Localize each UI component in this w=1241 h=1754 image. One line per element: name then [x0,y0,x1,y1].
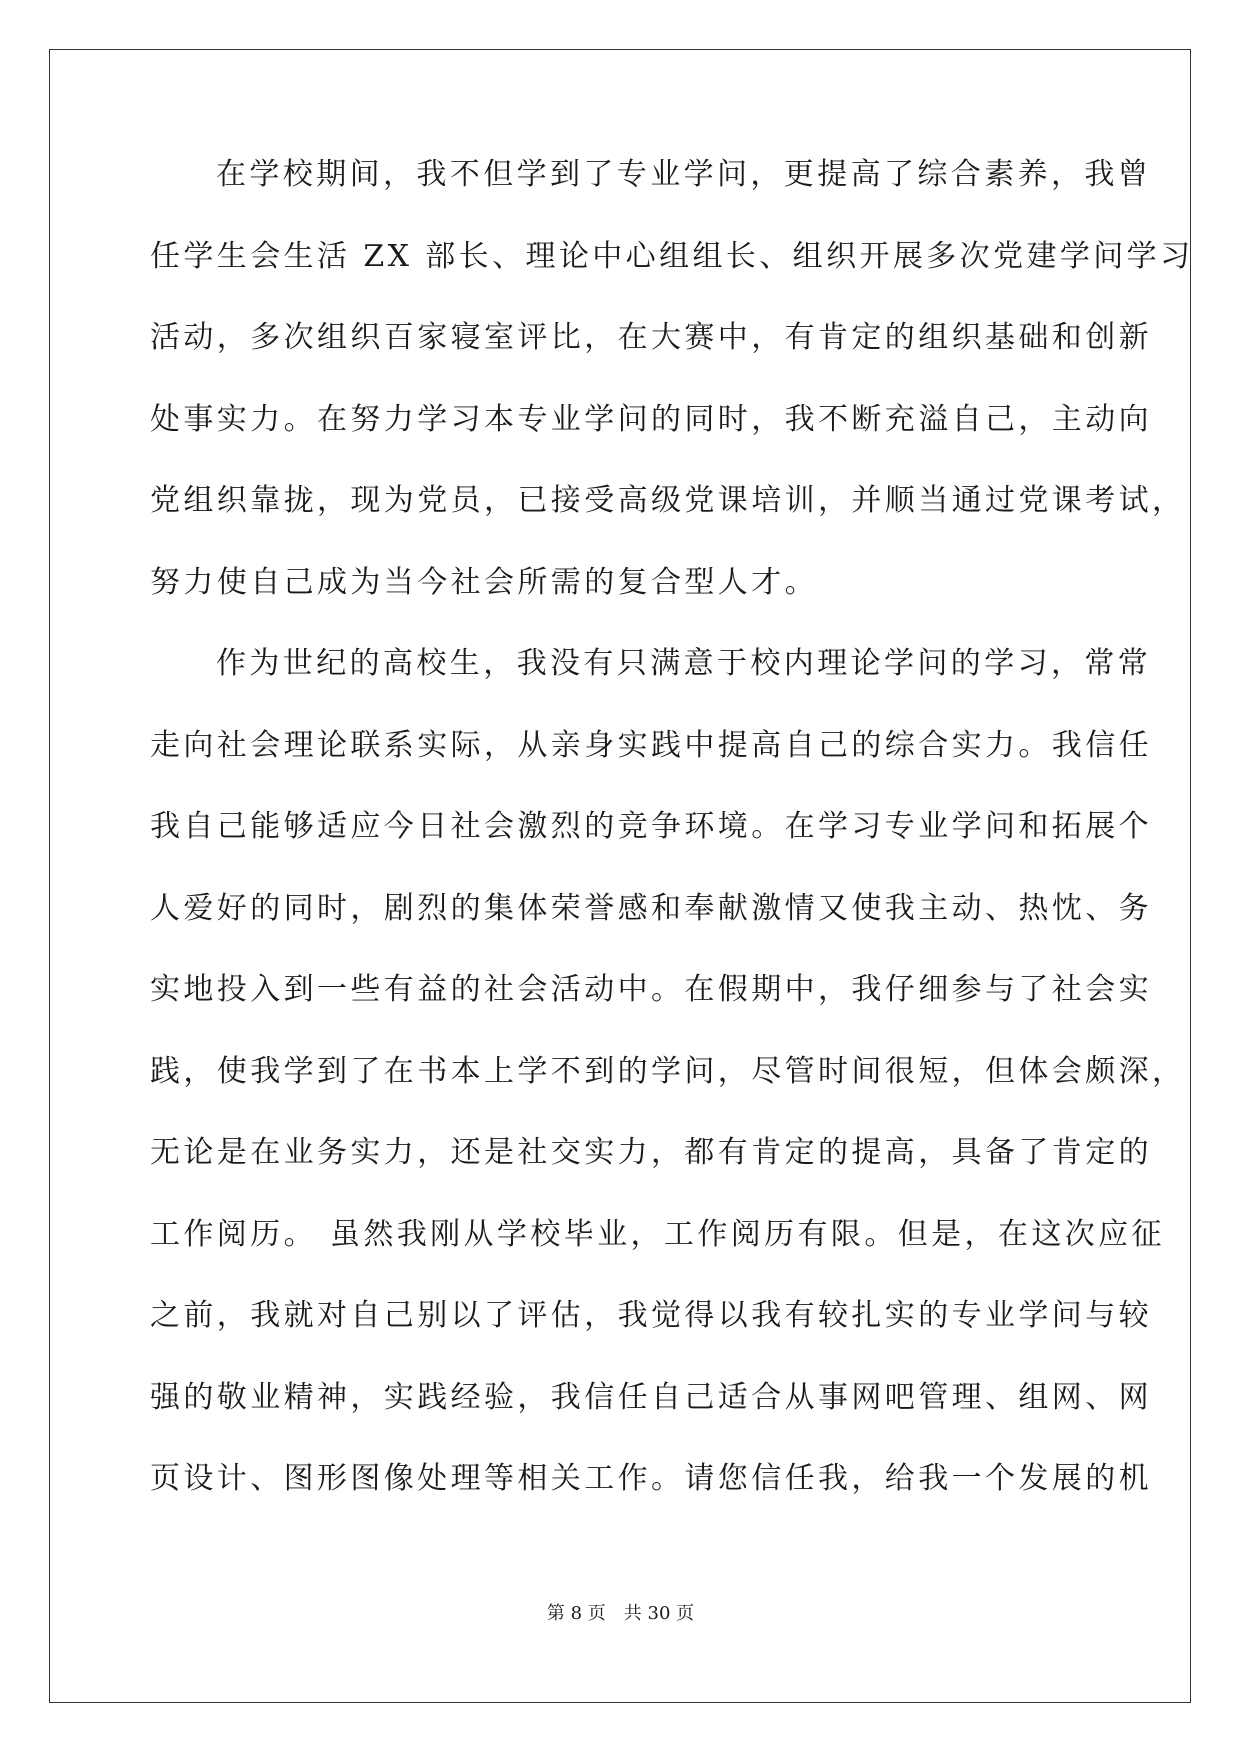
paragraph-1-line-6: 努力使自己成为当今社会所需的复合型人才。 [150,564,818,600]
paragraph-2-line-3: 我自己能够适应今日社会激烈的竞争环境。在学习专业学问和拓展个 [150,809,1152,844]
paragraph-1-line-1: 在学校期间，我不但学到了专业学问，更提高了综合素养，我曾 [216,157,1152,192]
document-body [150,157,1194,1546]
paragraph-2-line-5: 实地投入到一些有益的社会活动中。在假期中，我仔细参与了社会实 [150,972,1152,1007]
paragraph-1-line-5: 党组织靠拢，现为党员，已接受高级党课培训，并顺当通过党课考试， [150,483,1186,518]
paragraph-2-line-8: 工作阅历。 虽然我刚从学校毕业，工作阅历有限。但是，在这次应征 [150,1216,1165,1252]
paragraph-1-line-2: 任学生会生活 ZX 部长、理论中心组组长、组织开展多次党建学问学习 [150,238,1194,274]
paragraph-2-line-2: 走向社会理论联系实际，从亲身实践中提高自己的综合实力。我信任 [150,727,1152,763]
page-total: 共 30 页 [623,1603,695,1624]
paragraph-2-line-11: 页设计、图形图像处理等相关工作。请您信任我，给我一个发展的机 [150,1461,1152,1496]
page-number: 第 8 页 [546,1603,606,1624]
paragraph-2-line-10: 强的敬业精神，实践经验，我信任自己适合从事网吧管理、组网、网 [150,1379,1152,1415]
paragraph-2-line-6: 践，使我学到了在书本上学不到的学问，尽管时间很短，但体会颇深， [150,1053,1186,1089]
paragraph-2-line-4: 人爱好的同时，剧烈的集体荣誉感和奉献激情又使我主动、热忱、务 [150,890,1152,926]
paragraph-1-line-3: 活动，多次组织百家寝室评比，在大赛中，有肯定的组织基础和创新 [150,320,1152,355]
paragraph-2-line-9: 之前，我就对自己别以了评估，我觉得以我有较扎实的专业学问与较 [150,1298,1152,1333]
paragraph-2-line-1: 作为世纪的高校生，我没有只满意于校内理论学问的学习，常常 [216,646,1152,681]
paragraph-2-line-7: 无论是在业务实力，还是社交实力，都有肯定的提高，具备了肯定的 [150,1135,1152,1170]
page-footer [0,1604,1241,1624]
paragraph-1-line-4: 处事实力。在努力学习本专业学问的同时，我不断充溢自己，主动向 [150,401,1152,437]
